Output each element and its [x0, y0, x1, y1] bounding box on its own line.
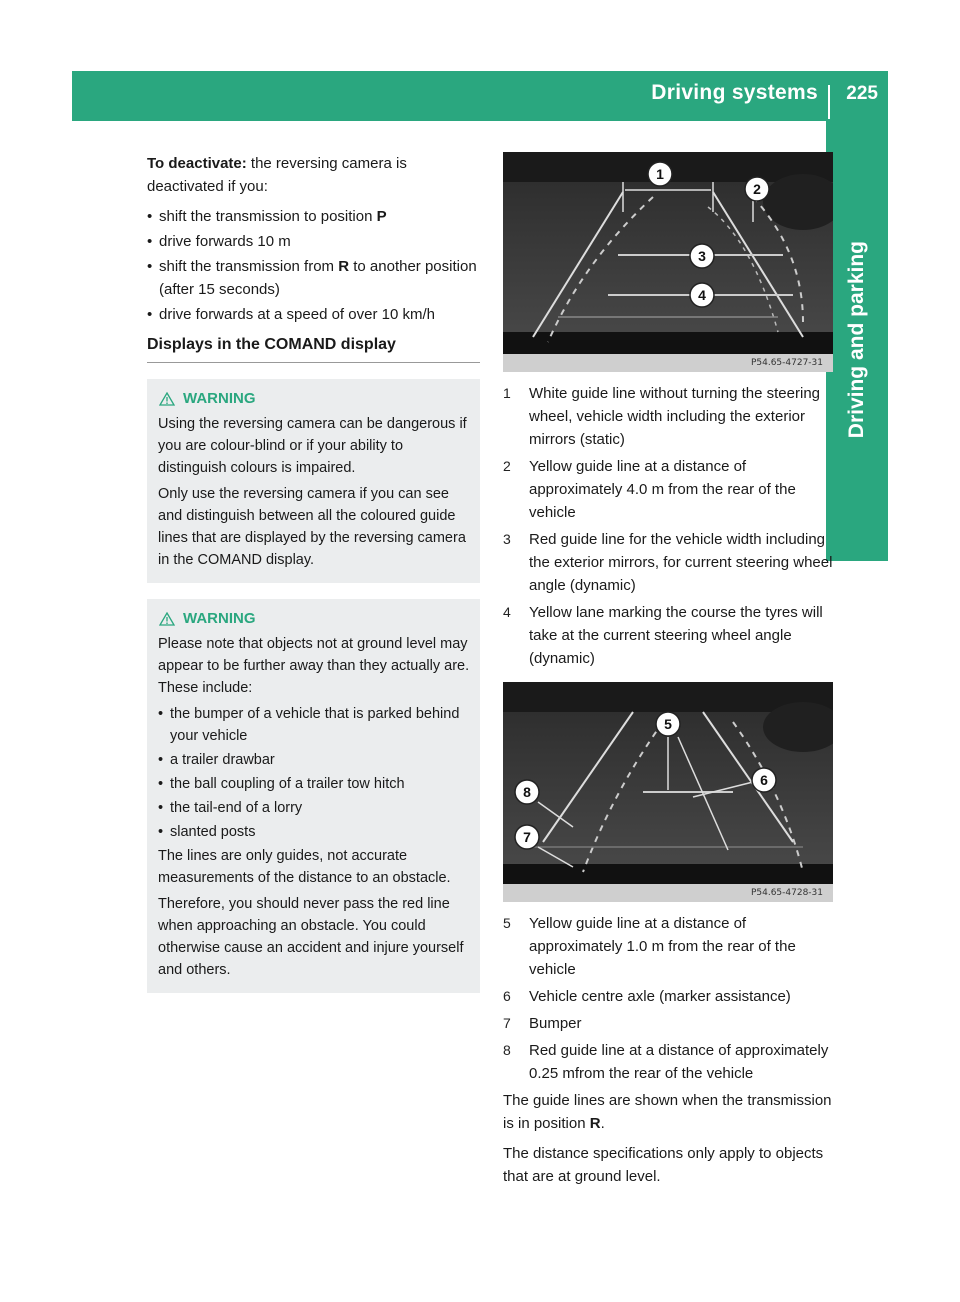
left-column	[147, 152, 480, 993]
list-item: • shift the transmission to position P	[147, 208, 387, 225]
deactivate-label: To deactivate:	[147, 155, 247, 172]
legend-number: 1	[503, 385, 511, 401]
legend-item	[503, 1012, 833, 1035]
list-item: • drive forwards 10 m	[147, 230, 480, 253]
list-item-text: the bumper of a vehicle that is parked behind your vehicle	[170, 706, 460, 744]
legend-item	[503, 528, 833, 597]
list-item-text: the tail-end of a lorry	[170, 800, 303, 816]
legend-number: 5	[503, 915, 511, 931]
deactivate-text: the reversing camera is deactivated if you:	[147, 155, 407, 195]
marker-7: 7	[523, 829, 531, 845]
list-item: • the tail-end of a lorry	[158, 797, 471, 819]
list-item-text: drive forwards 10 m	[159, 233, 291, 250]
warning-box-2	[147, 599, 480, 993]
warning-box-1	[147, 379, 480, 583]
legend-number: 7	[503, 1015, 511, 1031]
list-item-bold: P	[376, 208, 387, 225]
marker-4: 4	[698, 287, 706, 303]
body-text: The guide lines are shown when the transmission is in position	[503, 1092, 832, 1132]
legend-item	[503, 912, 833, 981]
body-text-after: .	[600, 1115, 605, 1132]
warning-paragraph: Only use the reversing camera if you can see and distinguish between all the coloured guide lines that are displayed by the reversing camera in the COMAND display.	[158, 486, 466, 568]
list-item-text: a trailer drawbar	[170, 752, 275, 768]
list-item-text: slanted posts	[170, 824, 256, 840]
legend-text: Vehicle centre axle (marker assistance)	[529, 988, 791, 1005]
marker-3: 3	[698, 248, 706, 264]
side-tab-label: Driving and parking	[845, 241, 868, 439]
list-item-text: the ball coupling of a trailer tow hitch	[170, 776, 405, 792]
camera-view-1	[503, 152, 833, 354]
list-item-text: shift the transmission from	[159, 258, 339, 275]
legend-number: 6	[503, 988, 511, 1004]
warning-paragraph: Please note that objects not at ground level may appear to be further away than they actually are. These include:	[158, 636, 470, 696]
header-divider	[828, 85, 830, 119]
list-item-text: drive forwards at a speed of over 10 km/h	[159, 306, 435, 323]
legend-item	[503, 985, 833, 1008]
legend-item	[503, 601, 833, 670]
warning-paragraph: Using the reversing camera can be dangerous if you are colour-blind or if your ability to distinguish colours is impaired.	[158, 416, 467, 476]
legend-number: 4	[503, 604, 511, 620]
marker-8: 8	[523, 784, 531, 800]
list-item: • the bumper of a vehicle that is parked behind your vehicle	[158, 703, 471, 747]
list-item: • a trailer drawbar	[158, 749, 471, 771]
body-bold: R	[589, 1115, 601, 1132]
marker-5: 5	[664, 716, 672, 732]
warning-triangle-icon	[159, 392, 175, 406]
legend-item	[503, 1039, 833, 1085]
warning-title	[158, 389, 471, 409]
legend-text: Red guide line at a distance of approximately 0.25 mfrom the rear of the vehicle	[529, 1042, 829, 1082]
warning-paragraph: The lines are only guides, not accurate measurements of the distance to an obstacle.	[158, 848, 451, 886]
legend-text: Red guide line for the vehicle width including the exterior mirrors, for current steering wheel angle (dynamic)	[529, 531, 833, 594]
marker-2: 2	[753, 181, 761, 197]
side-marker	[853, 473, 888, 508]
warning-title	[158, 609, 471, 629]
body-paragraph: The distance specifications only apply to objects that are at ground level.	[503, 1145, 824, 1185]
section-heading: Displays in the COMAND display	[147, 334, 480, 363]
legend-number: 8	[503, 1042, 511, 1058]
list-item: • the ball coupling of a trailer tow hitch	[158, 773, 471, 795]
image-caption-1: P54.65-4727-31	[503, 354, 833, 372]
list-item: • slanted posts	[158, 821, 471, 843]
legend-text: Yellow lane marking the course the tyres will take at the current steering wheel angle (dynamic)	[529, 604, 823, 667]
warning-title-text: WARNING	[183, 390, 256, 407]
legend-text: Yellow guide line at a distance of approximately 1.0 m from the rear of the vehicle	[529, 915, 796, 978]
legend-text: Yellow guide line at a distance of approximately 4.0 m from the rear of the vehicle	[529, 458, 796, 521]
list-item-text: shift the transmission to position	[159, 208, 377, 225]
list-item: • drive forwards at a speed of over 10 km/h	[147, 303, 480, 326]
legend-text: White guide line without turning the steering wheel, vehicle width including the exterior mirrors (static)	[529, 385, 821, 448]
legend-number: 2	[503, 458, 511, 474]
legend-text: Bumper	[529, 1015, 582, 1032]
list-item: • shift the transmission from R to another position (after 15 seconds)	[147, 258, 477, 298]
camera-image-2	[503, 682, 833, 902]
body-paragraph	[503, 1089, 833, 1135]
right-column	[503, 152, 833, 1195]
deactivate-paragraph	[147, 152, 480, 198]
list-item-text-after: to another position (after 15 seconds)	[159, 258, 477, 298]
warning-paragraph: Therefore, you should never pass the red line when approaching an obstacle. You could otherwise cause an accident and injure yourself and others.	[158, 896, 464, 978]
camera-view-2	[503, 682, 833, 884]
warning-title-text: WARNING	[183, 610, 256, 627]
marker-1: 1	[656, 166, 664, 182]
list-item-bold: R	[338, 258, 350, 275]
warning-triangle-icon	[159, 612, 175, 626]
legend-item	[503, 382, 833, 451]
image-caption-2: P54.65-4728-31	[503, 884, 833, 902]
marker-6: 6	[760, 772, 768, 788]
legend-item	[503, 455, 833, 524]
page-number: 225	[846, 83, 878, 104]
camera-image-1	[503, 152, 833, 372]
legend-number: 3	[503, 531, 511, 547]
header-title: Driving systems	[651, 81, 818, 104]
header-bar	[72, 71, 888, 121]
